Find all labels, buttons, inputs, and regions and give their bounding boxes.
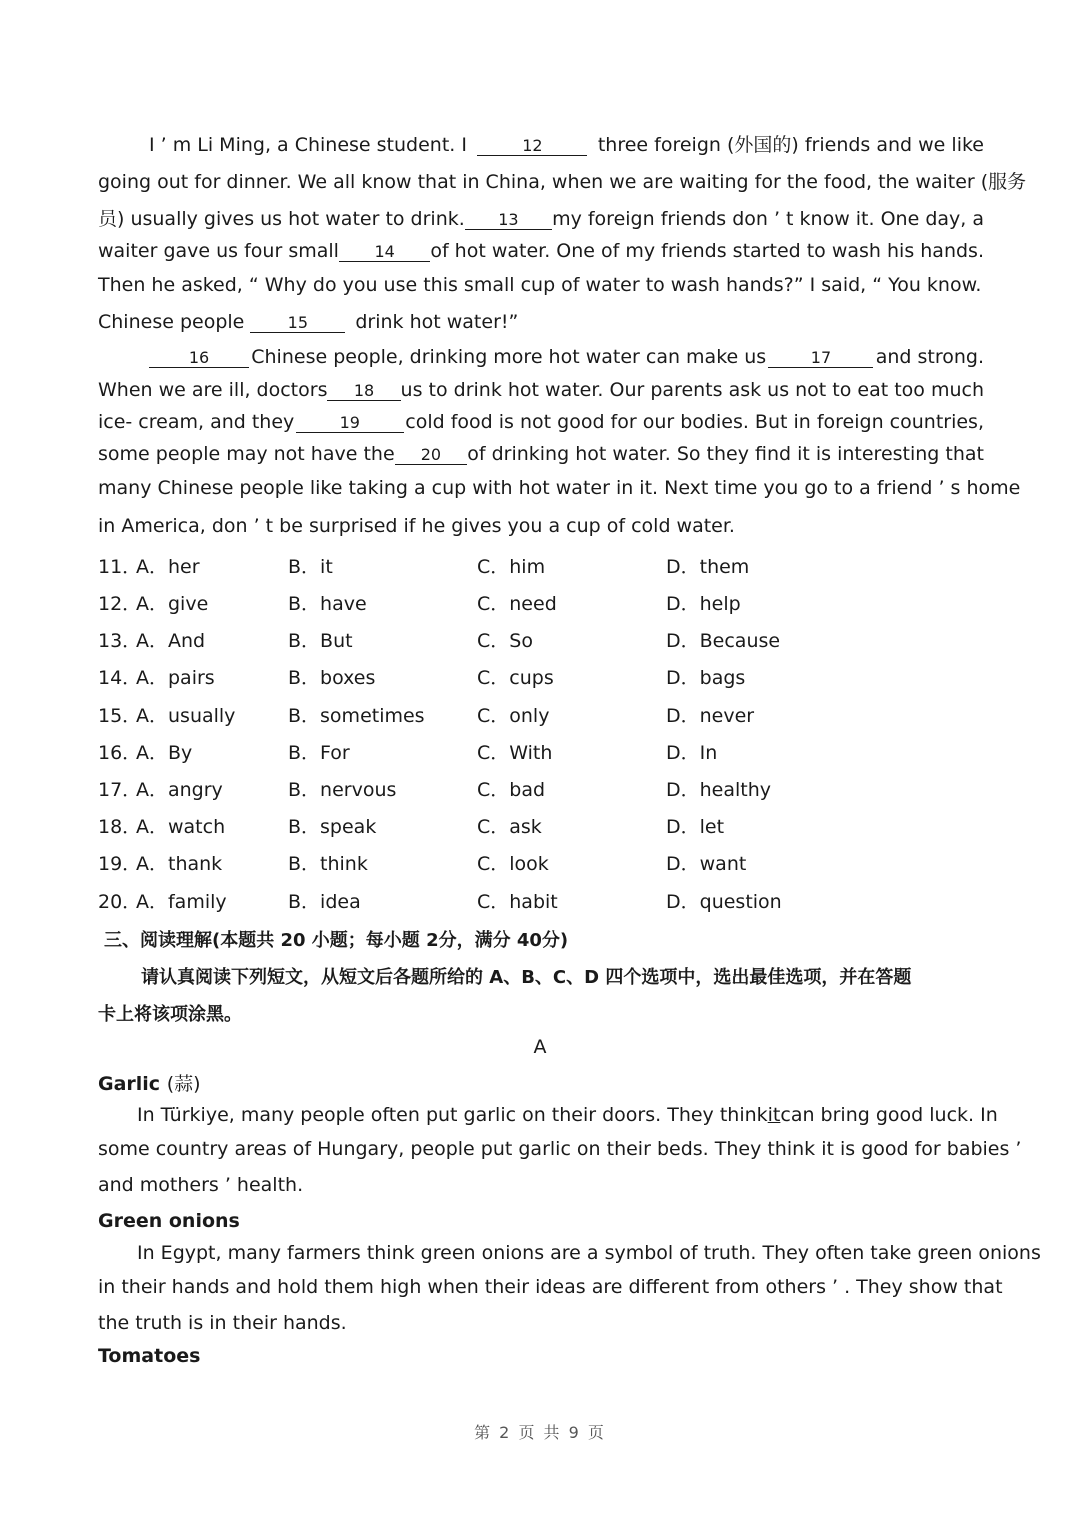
question-row: 12． A．give B．have C．need D．help: [98, 589, 984, 615]
blank-17: 17: [768, 349, 873, 368]
option-d: D．In: [666, 742, 718, 764]
underlined-it: it: [767, 1104, 781, 1126]
cloze-line: in America, don ’ t be surprised if he gives you a cup of cold water.: [98, 515, 735, 537]
blank-18: 18: [327, 382, 400, 401]
cloze-line: 16 Chinese people, drinking more hot water can make us 17 and strong.: [149, 346, 984, 368]
option-a: A．usually: [136, 705, 236, 727]
option-d: D．Because: [666, 630, 781, 652]
option-c: C．With: [477, 742, 553, 764]
option-d: D．never: [666, 705, 755, 727]
garlic-line: In Türkiye, many people often put garlic on their doors. They think it can bring good luck. In: [137, 1104, 998, 1126]
onions-line: In Egypt, many farmers think green onions are a symbol of truth. They often take green onions: [137, 1242, 1041, 1264]
cloze-line: ice- cream, and they 19 cold food is not good for our bodies. But in foreign countries,: [98, 411, 984, 433]
section-instructions-cont: 卡上将该项涂黑。: [98, 1004, 242, 1025]
blank-16: 16: [149, 349, 249, 368]
option-b: B．think: [288, 853, 368, 875]
question-row: 17． A．angry B．nervous C．bad D．healthy: [98, 775, 984, 801]
option-a: A．her: [136, 556, 200, 578]
option-c: C．bad: [477, 779, 546, 801]
cloze-line: many Chinese people like taking a cup with hot water in it. Next time you go to a friend ’ s home: [98, 477, 1021, 499]
option-d: D．want: [666, 853, 747, 875]
page-footer: 第 2 页 共 9 页: [474, 1423, 606, 1442]
question-row: 13． A．And B．But C．So D．Because: [98, 626, 984, 652]
cloze-line: Then he asked, “ Why do you use this small cup of water to wash hands?” I said, “ You know.: [98, 274, 982, 296]
question-row: 18． A．watch B．speak C．ask D．let: [98, 812, 984, 838]
question-row: 20． A．family B．idea C．habit D．question: [98, 887, 984, 913]
option-b: B．speak: [288, 816, 377, 838]
green-onions-heading: Green onions: [98, 1210, 240, 1232]
passage-label: A: [533, 1036, 547, 1058]
option-a: A．By: [136, 742, 193, 764]
option-b: B．have: [288, 593, 367, 615]
question-row: 14． A．pairs B．boxes C．cups D．bags: [98, 663, 984, 689]
option-d: D．let: [666, 816, 725, 838]
option-d: D．question: [666, 891, 782, 913]
option-a: A．give: [136, 593, 209, 615]
option-c: C．habit: [477, 891, 558, 913]
section-title: 三、阅读理解(本题共 20 小题；每小题 2分，满分 40分): [104, 930, 569, 951]
option-c: C．only: [477, 705, 550, 727]
option-b: B．sometimes: [288, 705, 425, 727]
option-c: C．him: [477, 556, 546, 578]
option-c: C．need: [477, 593, 557, 615]
option-b: B．But: [288, 630, 353, 652]
blank-12: 12: [477, 137, 587, 156]
option-c: C．cups: [477, 667, 554, 689]
question-row: 19． A．thank B．think C．look D．want: [98, 849, 984, 875]
option-d: D．healthy: [666, 779, 772, 801]
garlic-heading: Garlic (蒜): [98, 1073, 201, 1095]
cloze-line: waiter gave us four small 14 of hot water. One of my friends started to wash his hands.: [98, 240, 984, 262]
option-b: B．boxes: [288, 667, 376, 689]
blank-20: 20: [395, 446, 468, 465]
option-a: A．family: [136, 891, 227, 913]
option-b: B．idea: [288, 891, 361, 913]
option-d: D．bags: [666, 667, 746, 689]
question-row: 16． A．By B．For C．With D．In: [98, 738, 984, 764]
blank-19: 19: [296, 414, 404, 433]
option-b: B．For: [288, 742, 350, 764]
cloze-line: going out for dinner. We all know that in China, when we are waiting for the food, the waiter (服务: [98, 171, 1027, 193]
blank-15: 15: [250, 314, 345, 333]
cloze-line: Chinese people 15 drink hot water!”: [98, 311, 519, 333]
option-a: A．thank: [136, 853, 223, 875]
question-row: 15． A．usually B．sometimes C．only D．never: [98, 701, 984, 727]
option-c: C．So: [477, 630, 533, 652]
garlic-line: and mothers ’ health.: [98, 1174, 304, 1196]
cloze-line: some people may not have the 20 of drinking hot water. So they find it is interesting that: [98, 443, 984, 465]
garlic-line: some country areas of Hungary, people put garlic on their beds. They think it is good for babies ’: [98, 1138, 1022, 1160]
option-a: A．watch: [136, 816, 226, 838]
onions-line: in their hands and hold them high when their ideas are different from others ’ . They show that: [98, 1276, 1003, 1298]
option-a: A．angry: [136, 779, 223, 801]
tomatoes-heading: Tomatoes: [98, 1345, 201, 1367]
section-instructions: 请认真阅读下列短文，从短文后各题所给的 A、B、C、D 四个选项中，选出最佳选项，并在答题: [141, 967, 912, 988]
onions-line: the truth is in their hands.: [98, 1312, 347, 1334]
cloze-line: I ’ m Li Ming, a Chinese student. I 12 three foreign (外国的) friends and we like: [149, 134, 984, 156]
cloze-line: When we are ill, doctors 18 us to drink hot water. Our parents ask us not to eat too much: [98, 379, 984, 401]
option-b: B．it: [288, 556, 333, 578]
blank-14: 14: [339, 243, 430, 262]
option-b: B．nervous: [288, 779, 397, 801]
question-row: 11． A．her B．it C．him D．them: [98, 552, 984, 578]
option-a: A．pairs: [136, 667, 215, 689]
blank-13: 13: [465, 211, 552, 230]
option-c: C．look: [477, 853, 549, 875]
cloze-line: 员) usually gives us hot water to drink. 13 my foreign friends don ’ t know it. One day, a: [98, 208, 984, 230]
option-c: C．ask: [477, 816, 542, 838]
option-d: D．help: [666, 593, 741, 615]
option-d: D．them: [666, 556, 750, 578]
option-a: A．And: [136, 630, 206, 652]
